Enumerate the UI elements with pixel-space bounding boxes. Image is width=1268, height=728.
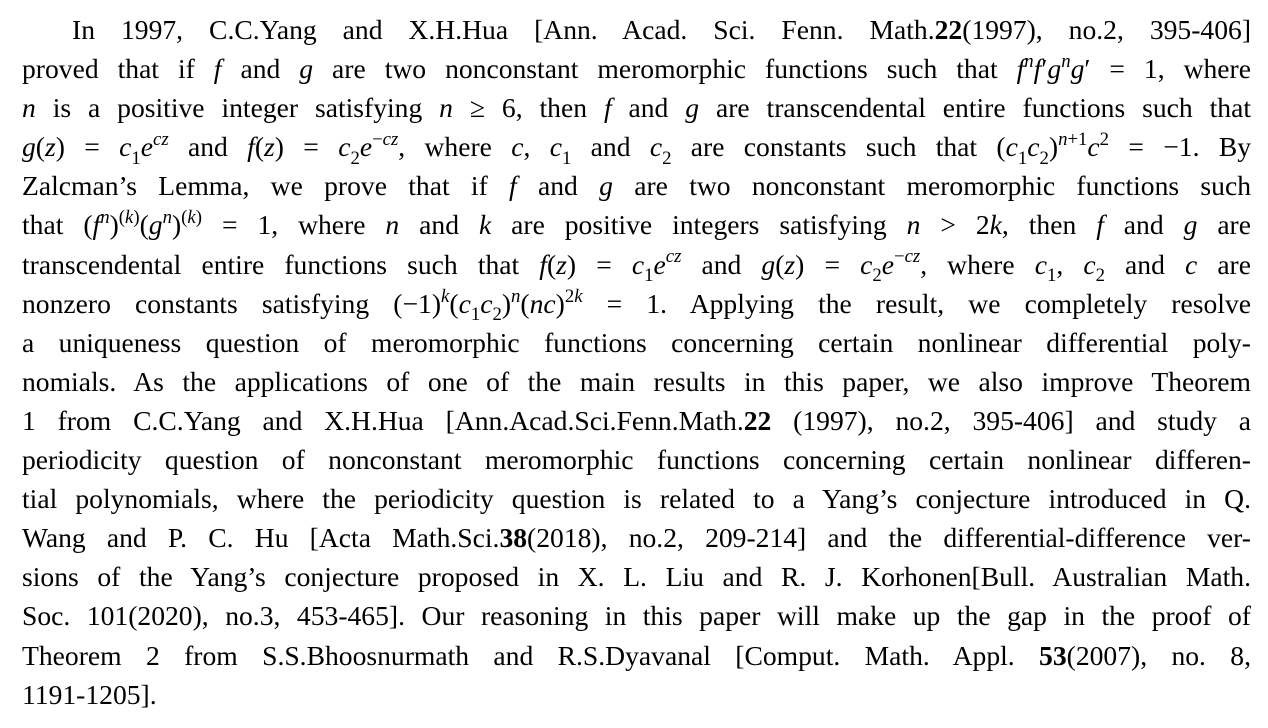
- abstract-line: In 1997, C.C.Yang and X.H.Hua [Ann. Acad. Sci. Fenn. Math.22(1997), no.2, 395-406]: [72, 14, 1252, 45]
- abstract-line: 1191-1205].: [22, 678, 157, 710]
- abstract-line: a uniqueness question of meromorphic functions concerning certain nonlinear differential poly-: [22, 326, 1251, 358]
- abstract-line: tial polynomials, where the periodicity question is related to a Yang’s conjecture introduced in Q.: [22, 483, 1251, 515]
- abstract-line: $g(z) = c_1e^{cz}$ and $f(z) = c_2e^{-cz}$, where c, $c_1$ and $c_2$ are constants such that $(c_1c_2)^{n+1}c^2 = -1$. By: [22, 129, 1252, 169]
- abstract-line: 1 from C.C.Yang and X.H.Hua [Ann.Acad.Sci.Fenn.Math.22 (1997), no.2, 395-406] and study a: [22, 404, 1251, 436]
- abstract-line: sions of the Yang’s conjecture proposed in X. L. Liu and R. J. Korhonen[Bull. Australian Math.: [22, 561, 1251, 593]
- abstract-line: proved that if f and g are two nonconstant meromorphic functions such that $f^nf'g^ng' = 1$, where: [22, 50, 1251, 85]
- abstract-line: that $(f^n)^{(k)}(g^n)^{(k)} = 1$, where n and k are positive integers satisfying n > 2k, then f and g are: [22, 207, 1251, 241]
- abstract-line: transcendental entire functions such that $f(z) = c_1e^{cz}$ and $g(z) = c_2e^{-cz}$, where $c_1$, $c_2$ and c are: [22, 246, 1251, 287]
- abstract-line: nonzero constants satisfying $(-1)^k(c_1c_2)^n(nc)^{2k} = 1$. Applying the result, we completely resolve: [22, 285, 1251, 326]
- abstract-line: Soc. 101(2020), no.3, 453-465]. Our reasoning in this paper will make up the gap in the proof of: [22, 600, 1251, 632]
- abstract-paragraph: [22, 10, 1251, 714]
- abstract-line: nomials. As the applications of one of the main results in this paper, we also improve Theorem: [22, 365, 1251, 397]
- abstract-line: Zalcman’s Lemma, we prove that if f and g are two nonconstant meromorphic functions such: [22, 170, 1251, 202]
- abstract-line: periodicity question of nonconstant meromorphic functions concerning certain nonlinear differen-: [22, 444, 1251, 476]
- abstract-line: Wang and P. C. Hu [Acta Math.Sci.38(2018), no.2, 209-214] and the differential-difference ver-: [22, 522, 1251, 554]
- abstract-line: Theorem 2 from S.S.Bhoosnurmath and R.S.Dyavanal [Comput. Math. Appl. 53(2007), no. 8,: [22, 639, 1252, 671]
- abstract-line: n is a positive integer satisfying n ≥ 6, then f and g are transcendental entire functions such that: [22, 92, 1251, 124]
